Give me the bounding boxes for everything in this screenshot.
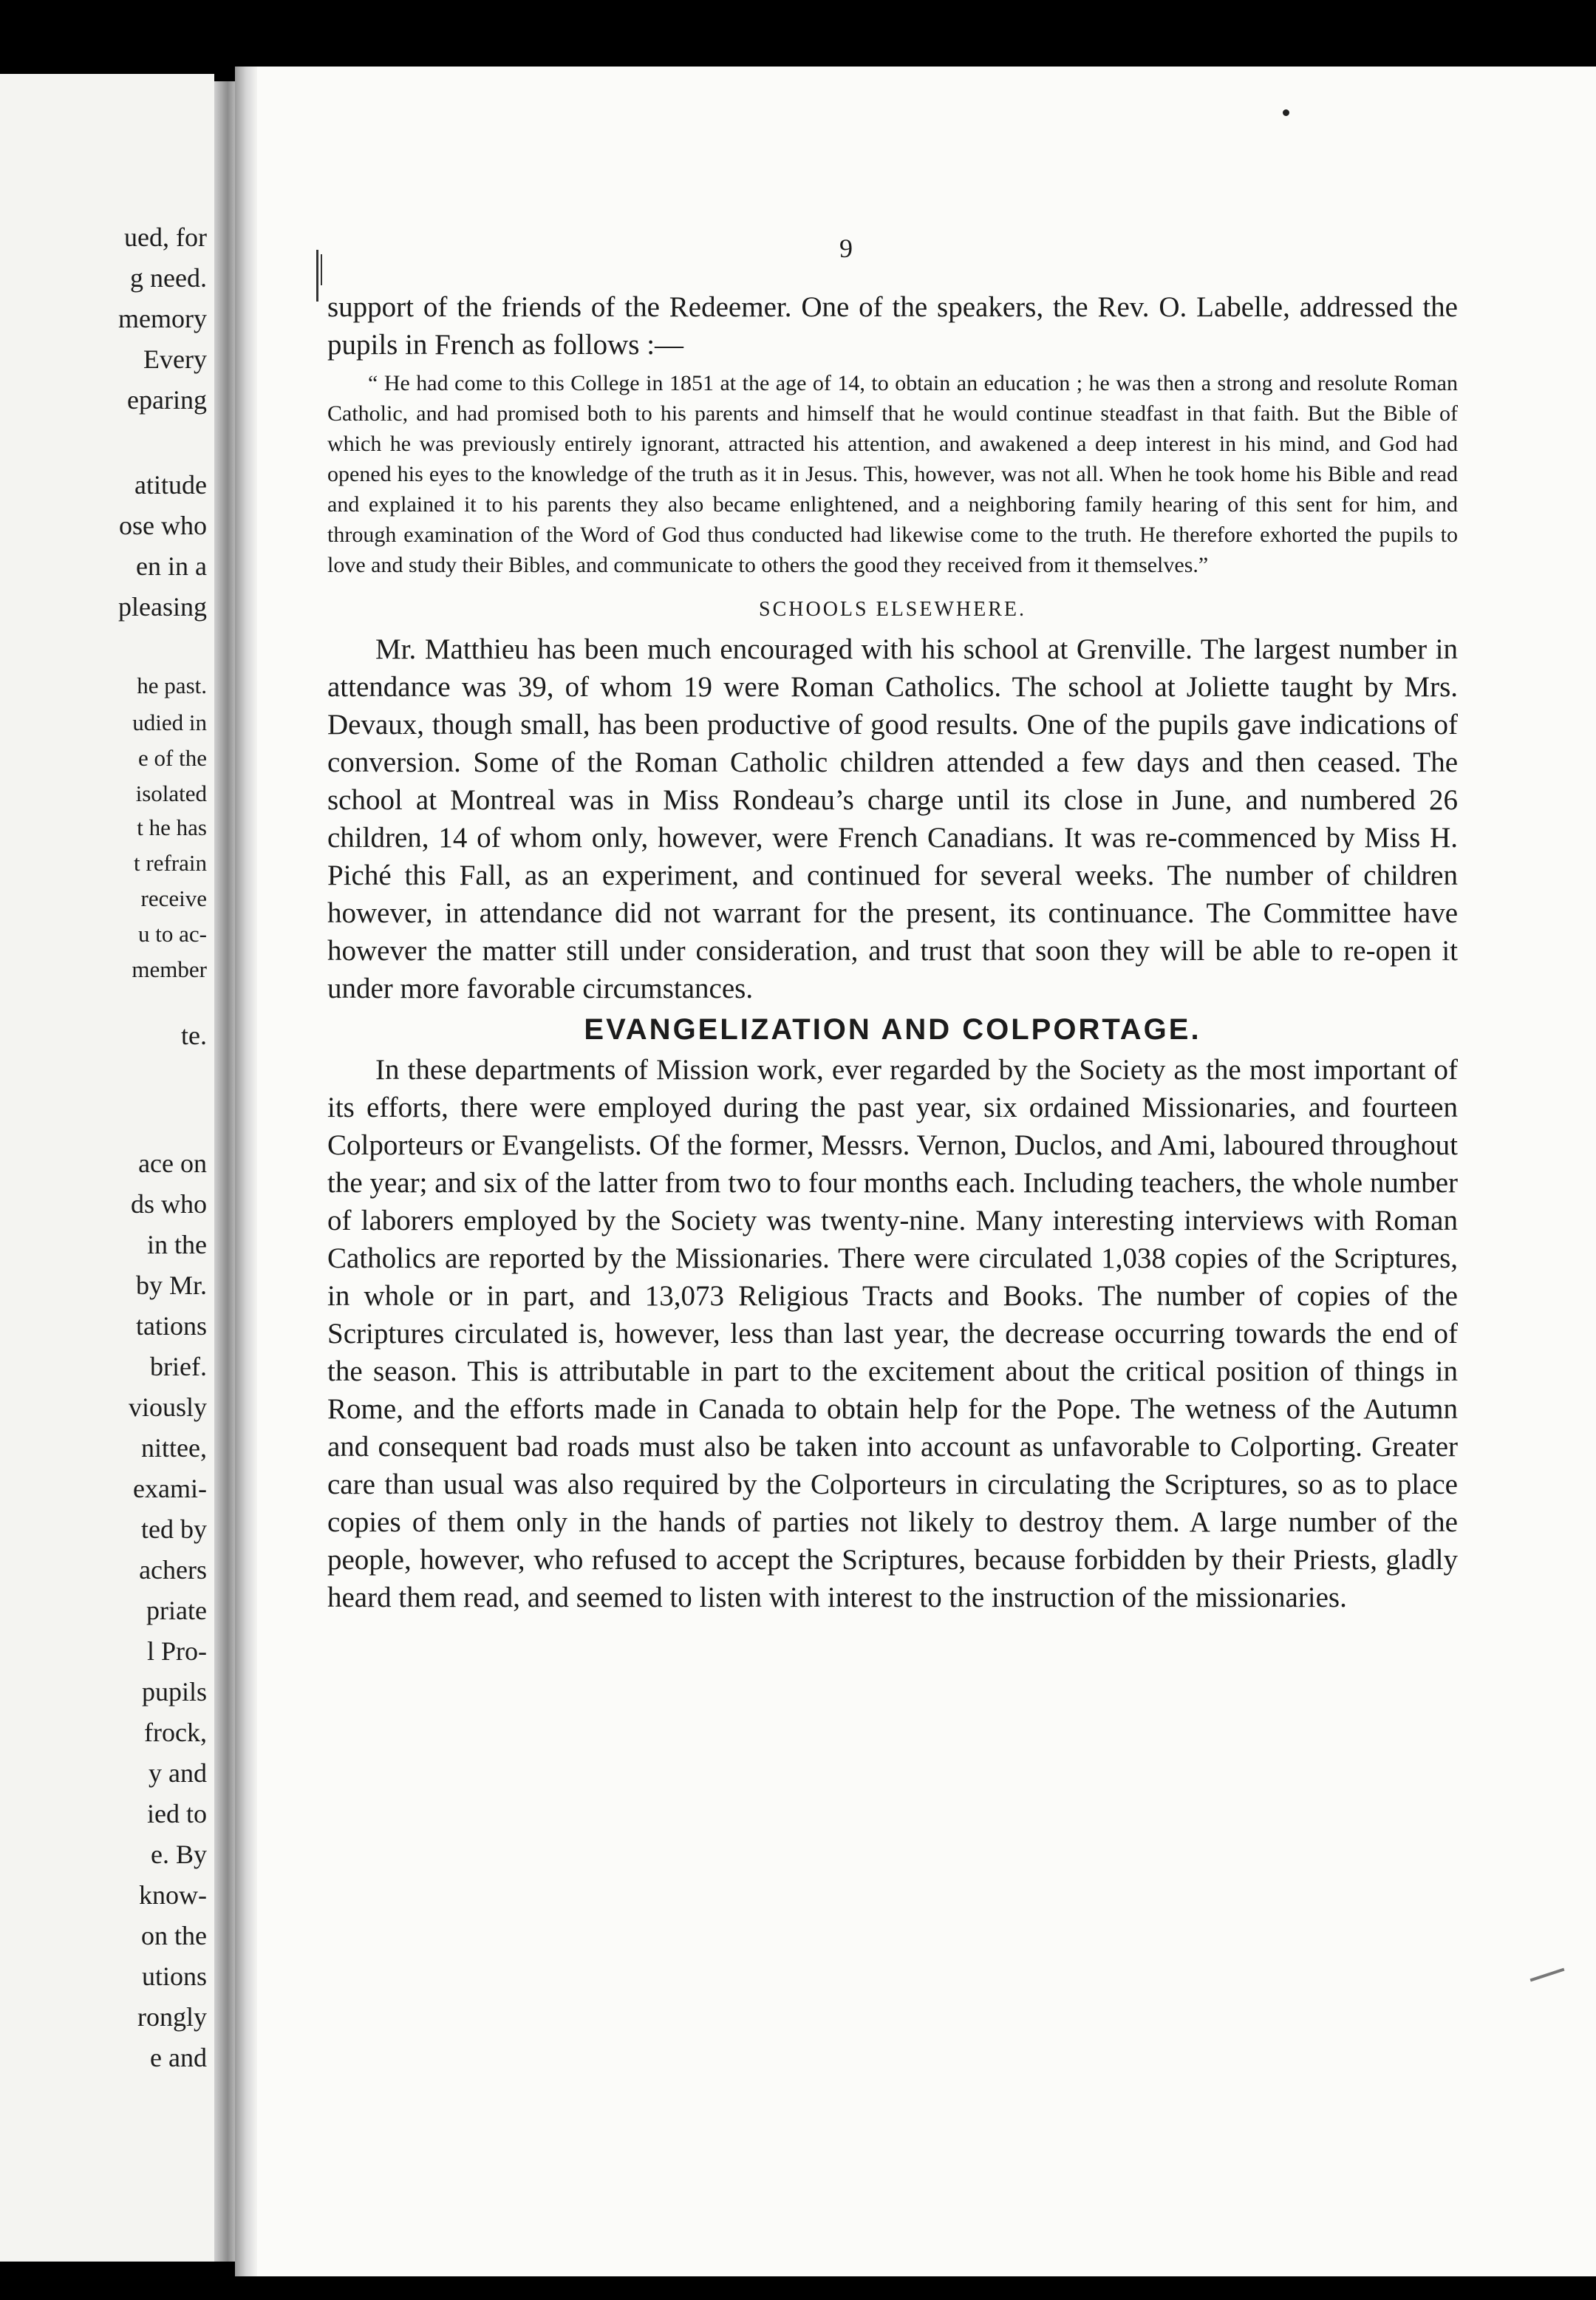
schools-elsewhere-heading: SCHOOLS ELSEWHERE. [759, 598, 1026, 621]
facing-page-line: udied in [132, 710, 207, 735]
margin-mark [316, 250, 318, 302]
facing-page-line: ted by [141, 1514, 207, 1544]
facing-page-line: pupils [141, 1677, 207, 1707]
facing-page-line: te. [181, 1021, 207, 1050]
labelle-quote: “ He had come to this College in 1851 at the age of 14, to obtain an education ; he was then a strong and resolute Roman Catholic, and had promised both to his parents and himself that he would continue steadfast in that faith. But the Bible of which he was previously entirely ignorant, attracted his attention, and awakened a deep interest in his mind, and God had opened his eyes to the knowledge of the truth as it in Jesus. This, however, was not all. When he took home his Bible and read and explained it to his parents they also became enlightened, and a neighboring family hearing of this sent for him, and through examination of the Word of God thus conducted had likewise come to the truth. He therefore exhorted the pupils to love and study their Bibles, and communicate to others the good they received from it themselves.” [327, 371, 1458, 577]
facing-page-line: y and [149, 1758, 207, 1788]
facing-page-line: on the [141, 1921, 207, 1950]
facing-page-line: memory [118, 304, 207, 333]
ink-speck [1283, 109, 1289, 116]
facing-page-line: e of the [138, 745, 207, 771]
evangelization-paragraph: In these departments of Mission work, ever regarded by the Society as the most important of its efforts, there were employed during the past year, six ordained Missionaries, and fourteen Colporteurs or Evangelists. Of the former, Messrs. Vernon, Duclos, and Ami, laboured throughout the year; and six of the latter from two to four months each. Including teachers, the whole number of laborers employed by the Society was twenty-nine. Many interesting interviews with Roman Catholics are reported by the Missionaries. There were circulated 1,038 copies of the Scriptures, in whole or in part, and 13,073 Religious Tracts and Books. The number of copies of the Scriptures circulated is, however, less than last year, the decrease occurring towards the end of the season. This is attributable in part to the excitement about the critical position of things in Rome, and the efforts made in Canada to obtain help for the Pope. The wetness of the Autumn and consequent bad roads must also be taken into account as unfavorable to Colporting. Greater care than usual was also required by the Colporteurs in circulating the Scriptures, so as to place copies of them only in the hands of parties not likely to destroy them. A large number of the people, however, who refused to accept the Scriptures, because forbidden by their Priests, gladly heard them read, and seemed to listen with interest to the instruction of the missionaries. [327, 1054, 1458, 1613]
facing-page-line: e and [150, 2043, 207, 2072]
margin-mark [321, 254, 322, 285]
schools-paragraph: Mr. Matthieu has been much encouraged with his school at Grenville. The largest number in attendance was 39, of whom 19 were Roman Catholics. The school at Joliette taught by Mrs. Devaux, though small, has been productive of good results. One of the pupils gave indications of conversion. Some of the Roman Catholic children attended a few days and then ceased. The school at Montreal was in Miss Rondeau’s charge until its close in June, and numbered 26 children, 14 of whom only, however, were French Canadians. It was re-commenced by Miss H. Piché this Fall, as an experiment, and continued for several weeks. The number of children however, in attendance did not warrant for the present, its continuance. The Committee have however the matter still under consideration, and trust that soon they will be able to re-open it under more favorable circumstances. [327, 633, 1458, 1004]
facing-page-line: e. By [151, 1840, 207, 1869]
facing-page-line: viously [128, 1392, 207, 1422]
facing-page-line: exami- [133, 1474, 207, 1503]
facing-page-line: rongly [137, 2002, 207, 2032]
facing-page-line: ose who [119, 511, 207, 540]
margin-smudge [1530, 1968, 1565, 1982]
facing-page-line: en in a [136, 551, 207, 581]
page-number: 9 [839, 234, 853, 263]
facing-page-line: isolated [135, 780, 207, 806]
facing-page-line: eparing [127, 385, 207, 415]
facing-page-line: atitude [134, 470, 207, 500]
facing-page-line: he past. [137, 673, 207, 698]
facing-page-line: brief. [150, 1352, 207, 1381]
facing-page-line: Every [143, 344, 207, 374]
facing-page-line: g need. [130, 263, 207, 293]
facing-page-line: l Pro- [147, 1636, 207, 1666]
facing-page-line: by Mr. [135, 1270, 207, 1300]
facing-page-line: ace on [138, 1149, 207, 1178]
facing-page-left [0, 74, 214, 2262]
facing-page-line: in the [147, 1230, 207, 1259]
facing-page-line: ds who [130, 1189, 207, 1219]
facing-page-line: t he has [137, 814, 207, 840]
facing-page-line: pleasing [118, 592, 207, 622]
facing-page-line: ued, for [124, 222, 207, 252]
facing-page-line: priate [146, 1596, 207, 1625]
facing-page-line: tations [136, 1311, 207, 1341]
book-page [235, 67, 1596, 2276]
page-spine-shadow [235, 67, 257, 2276]
facing-page-line: nittee, [141, 1433, 207, 1463]
facing-page-line: achers [139, 1555, 207, 1585]
facing-page-line: utions [141, 1962, 207, 1991]
page-body [327, 288, 1458, 1616]
facing-page-line: receive [140, 885, 207, 911]
facing-page-line: ied to [147, 1799, 207, 1828]
evangelization-heading: EVANGELIZATION AND COLPORTAGE. [584, 1013, 1201, 1046]
facing-page-line: u to ac- [138, 921, 207, 947]
opening-paragraph: support of the friends of the Redeemer. One of the speakers, the Rev. O. Labelle, addressed the pupils in French as follows :— [327, 291, 1458, 361]
facing-page-line: member [132, 956, 207, 982]
facing-page-line: frock, [144, 1718, 207, 1747]
facing-page-line: know- [139, 1880, 207, 1910]
facing-page-line: t refrain [134, 850, 207, 876]
